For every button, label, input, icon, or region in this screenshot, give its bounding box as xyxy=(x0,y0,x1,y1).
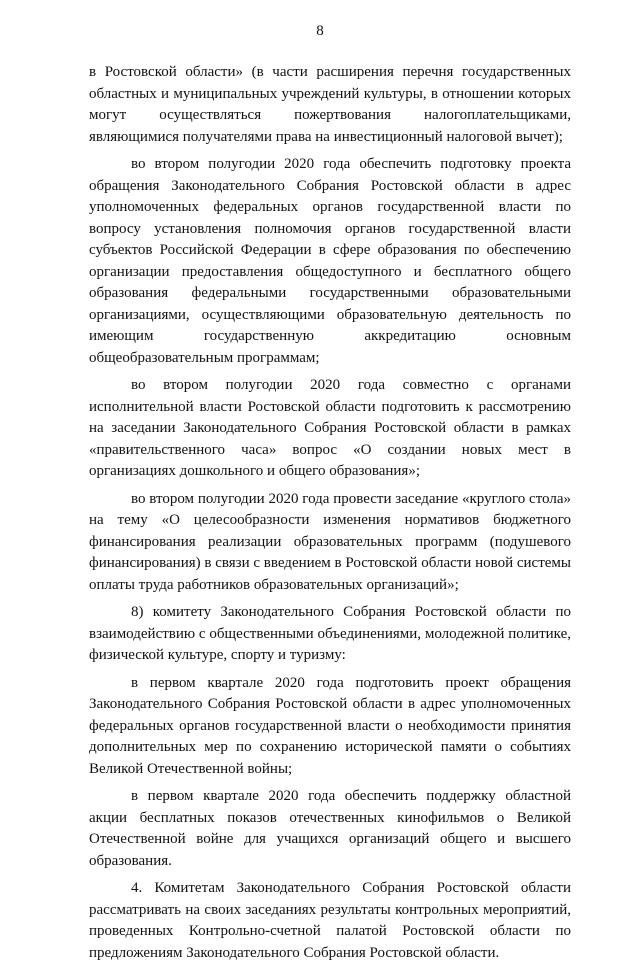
page-number: 8 xyxy=(316,23,324,39)
document-body xyxy=(89,62,571,970)
paragraph-item-4: 4. Комитетам Законодательного Собрания Ростовской области рассматривать на своих заседаниях результаты контрольных мероприятий, проведенных Контрольно-счетной палатой Ростовской области по предложениям Законодательного Собрания Ростовской области. xyxy=(89,880,571,961)
paragraph-committee-8: 8) комитету Законодательного Собрания Ростовской области по взаимодействию с общественными объединениями, молодежной политике, физической культуре, спорту и туризму: xyxy=(89,604,571,663)
paragraph-film-screenings: в первом квартале 2020 года обеспечить поддержку областной акции бесплатных показов отечественных кинофильмов о Великой Отечественной войне для учащихся организаций общего и высшего образования. xyxy=(89,788,571,869)
paragraph-historical-memory: в первом квартале 2020 года подготовить проект обращения Законодательного Собрания Ростовской области в адрес уполномоченных федеральных органов государственной власти о необходимости принятия дополнительных мер по сохранению исторической памяти о событиях Великой Отечественной войны; xyxy=(89,674,571,777)
paragraph-government-hour: во втором полугодии 2020 года совместно с органами исполнительной власти Ростовской области подготовить к рассмотрению на заседании Законодательного Собрания Ростовской области в рамках «правительственного часа» вопрос «О создании новых мест в организациях дошкольного и общего образования»; xyxy=(89,377,571,479)
paragraph-education-appeal: во втором полугодии 2020 года обеспечить подготовку проекта обращения Законодательного Собрания Ростовской области в адрес уполномоченных федеральных органов государственной власти по вопросу установления полномочия органов государственной власти субъектов Российской Федерации в сфере образования по обеспечению организации предоставления общедоступного и бесплатного общего образования федеральными государственными образовательными организациями, осуществляющими образовательную деятельность по имеющим государственную аккредитацию основным общеобразовательным программам; xyxy=(89,156,571,366)
paragraph-round-table: во втором полугодии 2020 года провести заседание «круглого стола» на тему «О целесообразности изменения нормативов бюджетного финансирования реализации образовательных программ (подушевого финансирования) в связи с введением в Ростовской области новой системы оплаты труда работников образовательных организаций»; xyxy=(89,490,571,593)
paragraph-continuation: в Ростовской области» (в части расширения перечня государственных областных и муниципальных учреждений культуры, в отношении которых могут осуществляться пожертвования налогоплательщиками, являющимися получателями права на инвестиционный налоговой вычет); xyxy=(89,64,571,145)
